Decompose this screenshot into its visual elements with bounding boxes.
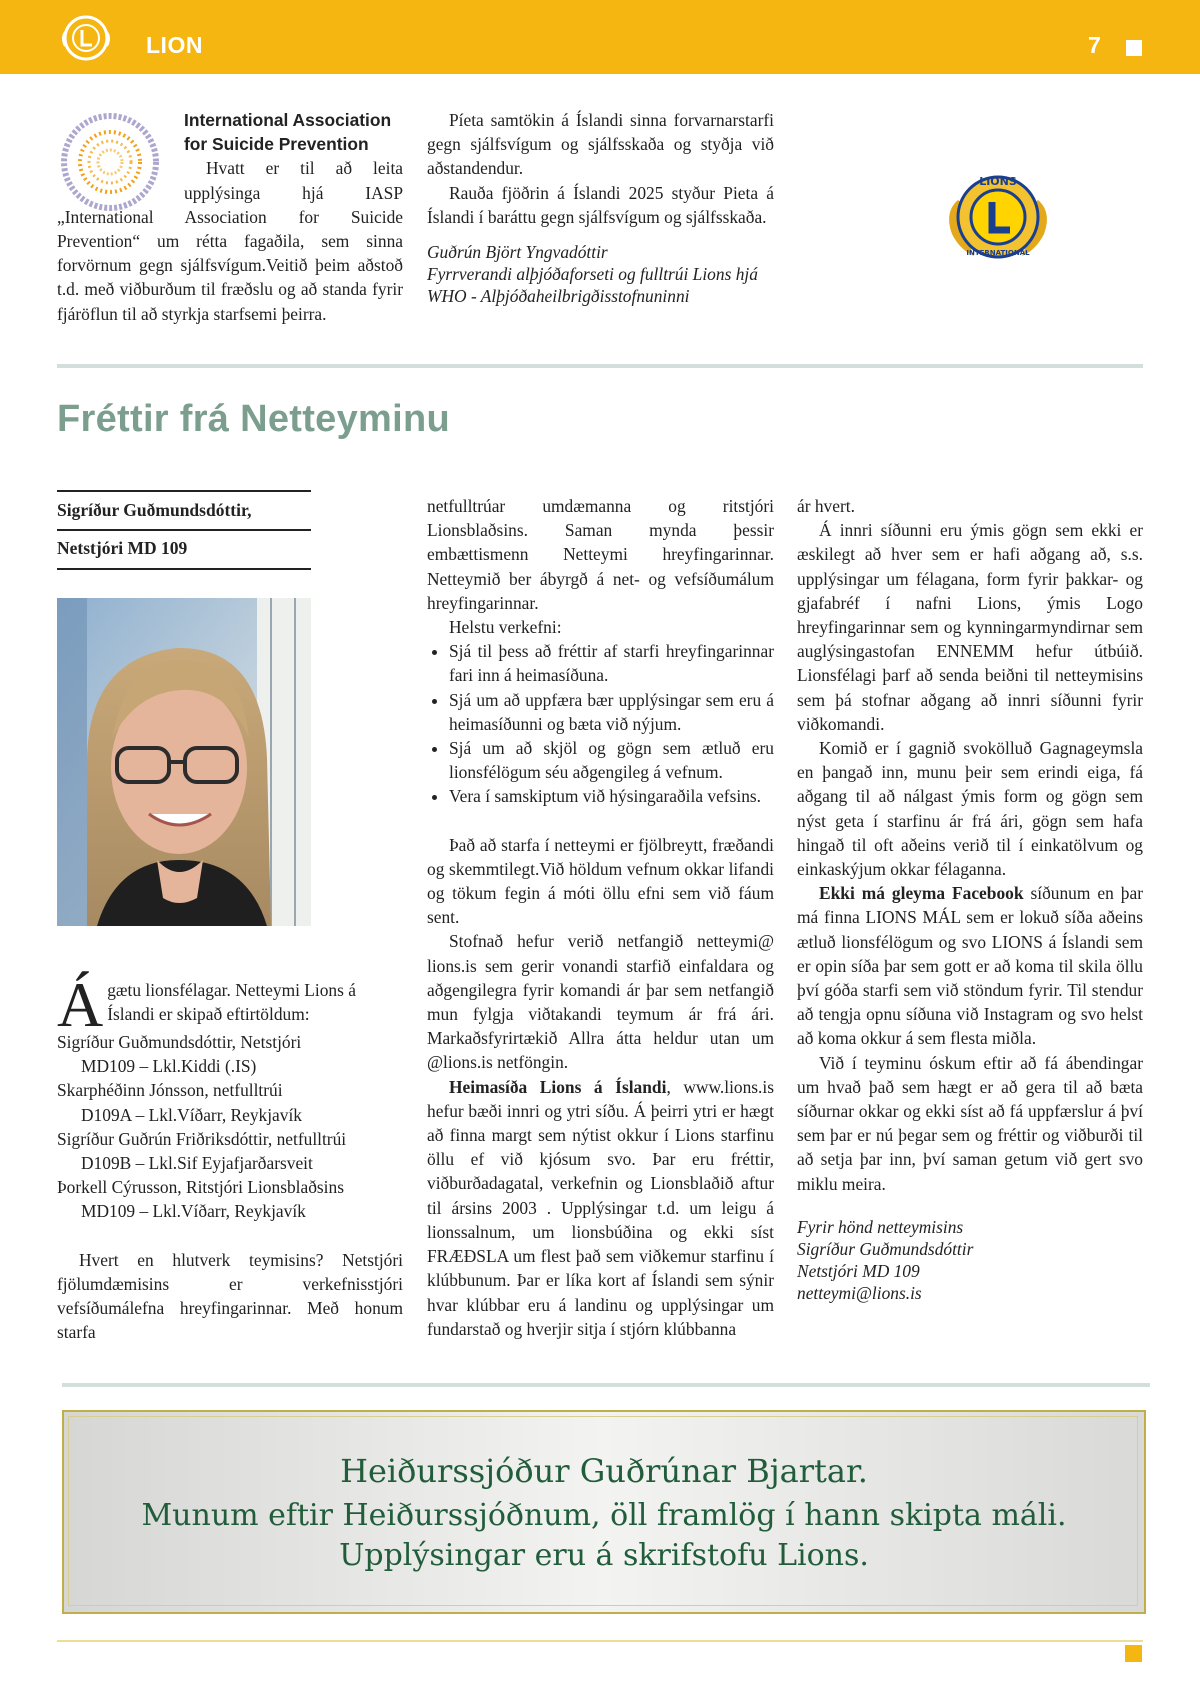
website-text: , www.lions.is hefur bæði innri og ytri síðu. Á þeirri ytri er hægt að finna margt sem nýtist okkur í Lions starfinu öllu ef við kjósum svo. Þar eru fréttir, viðburðadagatal, verkefnin og Lionsblaðið aftur til ársins 2003 . Upplýsingar t.d. um leigu á lionssalnum, um lionsbúðina og ekki síst FRÆÐSLA um flest það sem viðkemur starfinu í klúbbunum. Þar er líka kort af Íslandi sem sýnir hvar klúbbar eru á landinu og upplýsingar um fundarstað og hverjir sitja í stjórn klúbbanna (427, 1076, 775, 1339)
header-square-marker (1126, 40, 1142, 56)
sign-off-line-3: Netstjóri MD 109 (797, 1260, 920, 1281)
iasp-body: Hvatt er til að leita upplýsinga hjá IASP „International Association for Suicide Prevention“ um rétta fagaðila, sem sinna forvörnum gegn sjálfsvígum.Veitið þeim aðstoð t.d. með viðburðum til fræðslu og að standa fyrir fjáröflun til að styrkja starfsemi þeirra. (57, 158, 403, 324)
lions-international-logo-icon (940, 160, 1056, 274)
task-item: • Vera í samskiptum við hýsingaraðila vefsins. (449, 784, 774, 808)
footer-square-marker (1125, 1645, 1142, 1662)
magazine-title: LION (146, 32, 203, 58)
author-role: Netstjóri MD 109 (57, 538, 188, 558)
member-3-line-1: Sigríður Guðrún Friðriksdóttir, netfulltrúi (57, 1128, 347, 1149)
facebook-text: síðunum en þar má finna LIONS MÁL sem er lokuð síða aðeins ætluð lionsfélögum og svo LIONS á Íslandi sem er opin síða þar sem gott er að koma til skila öllu því góða starfi sem við stöndum fyrir. Til stendur að tengja opnu síðuna við Instagram og svo helst að koma okkur á sem flesta miðla. (797, 883, 1143, 1049)
intro-paragraph (57, 969, 403, 1040)
member-4-line-1: Þorkell Cýrusson, Ritstjóri Lionsblaðsins (57, 1177, 344, 1198)
memorial-fund-title: Heiðurssjóður Guðrúnar Bjartar. (340, 1452, 868, 1490)
sign-off-line-1: Fyrir hönd netteymisins (797, 1216, 964, 1237)
intro-text: gætu lionsfélagar. Netteymi Lions á Íslandi er skipað eftirtöldum: (107, 980, 356, 1025)
member-3-line-2: D109B – Lkl.Sif Eyjafjarðarsveit (81, 1153, 313, 1174)
memorial-fund-line-3: Upplýsingar eru á skrifstofu Lions. (339, 1538, 869, 1573)
member-1-line-1: Sigríður Guðmundsdóttir, Netstjóri (57, 1032, 302, 1052)
member-4-line-2: MD109 – Lkl.Víðarr, Reykjavík (81, 1201, 306, 1222)
author-name: Sigríður Guðmundsdóttir, (57, 500, 252, 520)
lions-club-emblem-icon (60, 12, 112, 64)
section-divider (57, 364, 1143, 368)
pieta-column (427, 108, 774, 307)
member-1-line-2: MD109 – Lkl.Kiddi (.IS) (81, 1056, 257, 1077)
tasks-heading: Helstu verkefni: (449, 617, 562, 638)
column-3 (797, 494, 1143, 1304)
author-rule-top (57, 490, 311, 492)
author-rule-bottom (57, 568, 311, 570)
col3-paragraph-3 (797, 881, 1143, 1050)
task-item: • Sjá til þess að fréttir af starfi hreyfingarinnar fari inn á heimasíðuna. (449, 639, 774, 687)
sign-off-email: netteymi@lions.is (797, 1282, 922, 1303)
pieta-paragraph-1: Píeta samtökin á Íslandi sinna forvarnarstarfi gegn sjálfsvígum og sjálfsskaða og styðja við aðstandendur. (427, 110, 774, 179)
facebook-heading: Ekki má gleyma Facebook (819, 883, 1024, 904)
author-rule-middle (57, 529, 311, 531)
sign-off-line-2: Sigríður Guðmundsdóttir (797, 1238, 974, 1259)
footer-line (57, 1640, 1143, 1642)
member-2-line-1: Skarphéðinn Jónsson, netfulltrúi (57, 1080, 283, 1101)
member-2-line-2: D109A – Lkl.Víðarr, Reykjavík (81, 1104, 302, 1125)
page-number: 7 (1088, 32, 1101, 58)
role-paragraph: Hvert en hlutverk teymisins? Netstjóri fjölumdæmisins er verkefnisstjóri vefsíðumálefna hreyfingarinnar. Með honum starfa (57, 1249, 403, 1343)
task-item: • Sjá um að skjöl og gögn sem ætluð eru lionsfélögum séu aðgengileg á vefnum. (449, 736, 774, 784)
website-heading: Heimasíða Lions á Íslandi (449, 1076, 667, 1097)
col2-paragraph-2: Það að starfa í netteymi er fjölbreytt, fræðandi og skemmtilegt.Við höldum vefnum okkar lifandi og tökum fegin á móti öllu efni sem við fáum sent. (427, 834, 774, 928)
lions-logo-bottom-text: INTERNATIONAL (966, 249, 1030, 257)
col3-paragraph-0: ár hvert. (797, 496, 855, 516)
column-1 (57, 969, 403, 1344)
iasp-column (57, 108, 403, 326)
author-portrait-photo (57, 598, 311, 926)
col2-paragraph-3: Stofnað hefur verið netfangið netteymi@ lions.is sem gerir vonandi starfið einfaldara og aðgengilegra fyrir komandi ár þar sem netfangið mun fylgja viðtakandi teymum ár frá ári. Markaðsfyrirtækið Allra átta heldur utan um @lions.is netföngin. (427, 931, 774, 1073)
section-title: Fréttir frá Netteyminu (57, 398, 451, 440)
column-2 (427, 494, 774, 1341)
col2-paragraph-1: netfulltrúar umdæmanna og ritstjóri Lionsblaðsins. Saman mynda þessir embættismenn Netteymi hreyfingarinnar. Netteymið ber ábyrgð á net- og vefsíðumálum hreyfingarinnar. (427, 496, 774, 613)
col3-paragraph-1: Á innri síðunni eru ýmis gögn sem ekki er æskilegt að hver sem er hafi aðgang að, s.s. upplýsingar um félagana, form fyrir þakkar- og gjafabréf í nafni Lions, ýmis Logo hreyfingarinnar sem og kynningarmyndirnar sem auglýsingastofan ENNEMM hefur útbúið. Lionsfélagi þarf að senda beiðni til netteymisins sem þá stofnar aðgang að innri síðunni fyrir viðkomandi. (797, 520, 1143, 734)
iasp-heading: International Association for Suicide Prevention (184, 110, 392, 155)
drop-cap: Á (57, 969, 104, 1040)
pieta-paragraph-2: Rauða fjöðrin á Íslandi 2025 styður Pieta á Íslandi í baráttu gegn sjálfsvígum og sjálfsskaða. (427, 182, 774, 227)
memorial-fund-line-2: Munum eftir Heiðurssjóðnum, öll framlög í hann skipta máli. (141, 1498, 1067, 1533)
box-top-divider (62, 1383, 1150, 1387)
task-item: • Sjá um að uppfæra bær upplýsingar sem eru á heimasíðunni og bæta við nýjum. (449, 688, 774, 736)
signature-role: Fyrrverandi alþjóðaforseti og fulltrúi Lions hjá WHO - Alþjóðaheilbrigðisstofnuninni (427, 264, 758, 307)
signature-name: Guðrún Björt Yngvadóttir (427, 242, 608, 263)
lions-logo-top-text: LIONS (979, 175, 1017, 188)
col3-paragraph-2: Komið er í gagnið svokölluð Gagnageymsla en þangað inn, munu þeir sem erindi eiga, fá aðgang til að nálgast ýmis form og gögn sem nýst geta í starfinu ár frá ári, gögn sem hafa hingað til oft aðeins verið til í einkatölvum og einkaskýjum okkar félaganna. (797, 738, 1143, 880)
tasks-list (427, 639, 774, 808)
col3-paragraph-4: Við í teyminu óskum eftir að fá ábendingar um hvað það sem hægt er að gera til að bæta síðurnar okkar og ekki síst að fá uppfærslur á því sem þar er nú þegar sem og fréttir og viðburði til að setja þar inn, því saman getum við gert svo miklu meira. (797, 1052, 1143, 1194)
col2-paragraph-4 (427, 1075, 774, 1341)
